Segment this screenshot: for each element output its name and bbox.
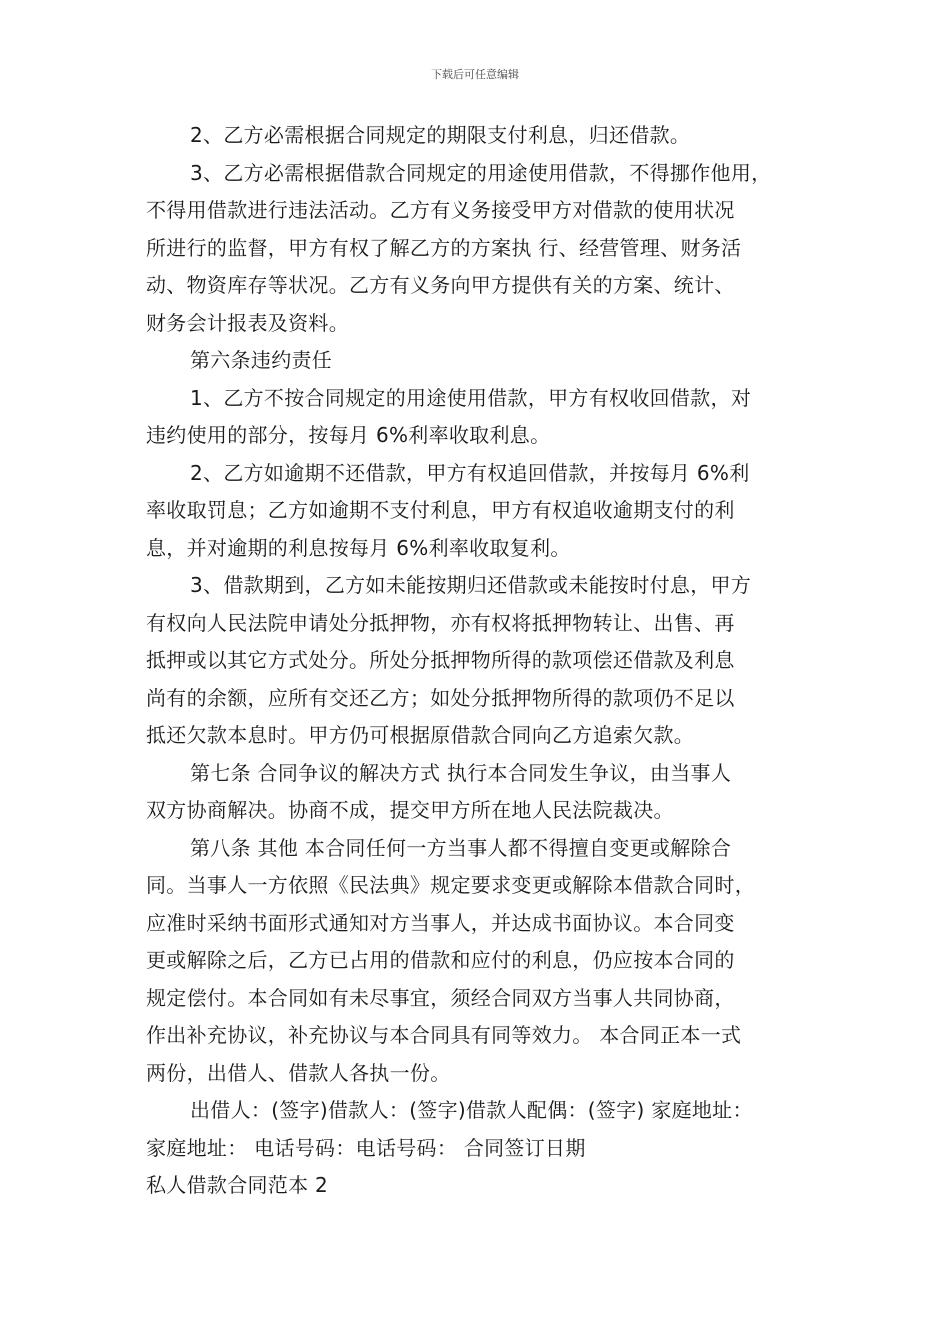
text-line: 应准时采纳书面形式通知对方当事人，并达成书面协议。本合同变: [146, 910, 735, 935]
page-header-note: 下载后可任意编辑: [431, 68, 519, 81]
text-line: 动、物资库存等状况。乙方有义务向甲方提供有关的方案、统计、: [146, 273, 735, 297]
text-line: 不得用借款进行违法活动。乙方有义务接受甲方对借款的使用状况: [146, 198, 735, 222]
text-line: 抵还欠款本息时。甲方仍可根据原借款合同向乙方追索欠款。: [146, 723, 695, 747]
signature-line: 出借人：(签字)借款人：(签字)借款人配偶：(签字) 家庭地址：: [190, 1098, 753, 1122]
text-line: 抵押或以其它方式处分。所处分抵押物所得的款项偿还借款及利息: [146, 648, 735, 672]
text-line: 规定偿付。本合同如有未尽事宜，须经合同双方当事人共同协商，: [146, 985, 735, 1010]
text-line: 所进行的监督，甲方有权了解乙方的方案执 行、经营管理、财务活: [146, 235, 742, 260]
text-line: 第七条 合同争议的解决方式 执行本合同发生争议，由当事人: [190, 760, 732, 785]
text-line: 双方协商解决。协商不成，提交甲方所在地人民法院裁决。: [146, 798, 674, 822]
text-line: 两份，出借人、借款人各执一份。: [146, 1060, 451, 1085]
text-line: 同。当事人一方依照《民法典》规定要求变更或解除本借款合同时，: [146, 873, 755, 897]
text-line: 1、乙方不按合同规定的用途使用借款，甲方有权收回借款，对: [190, 385, 752, 410]
text-line: 作出补充协议，补充协议与本合同具有同等效力。 本合同正本一式: [146, 1023, 742, 1047]
text-line: 违约使用的部分，按每月 6%利率收取利息。: [146, 423, 551, 447]
section-heading: 第六条违约责任: [190, 348, 333, 372]
document-body: [146, 117, 814, 1205]
text-line: 2、乙方如逾期不还借款，甲方有权追回借款，并按每月 6%利: [190, 460, 750, 485]
text-line: 3、乙方必需根据借款合同规定的用途使用借款，不得挪作他用，: [190, 160, 772, 185]
text-line: 尚有的余额，应所有交还乙方；如处分抵押物所得的款项仍不足以: [146, 685, 735, 710]
text-line: 息，并对逾期的利息按每月 6%利率收取复利。: [146, 535, 571, 560]
text-line: 财务会计报表及资料。: [146, 310, 349, 335]
text-line: 率收取罚息；乙方如逾期不支付利息，甲方有权追收逾期支付的利: [146, 498, 735, 522]
text-line: 第八条 其他 本合同任何一方当事人都不得擅自变更或解除合: [190, 835, 732, 860]
text-line: 有权向人民法院申请处分抵押物，亦有权将抵押物转让、出售、再: [146, 610, 735, 635]
next-section-title: 私人借款合同范本 2: [146, 1173, 329, 1197]
text-line: 更或解除之后，乙方已占用的借款和应付的利息，仍应按本合同的: [146, 948, 735, 972]
signature-line: 家庭地址： 电话号码：电话号码： 合同签订日期: [146, 1135, 586, 1160]
text-line: 2、乙方必需根据合同规定的期限支付利息，归还借款。: [190, 123, 691, 147]
text-line: 3、借款期到，乙方如未能按期归还借款或未能按时付息，甲方: [190, 573, 752, 597]
